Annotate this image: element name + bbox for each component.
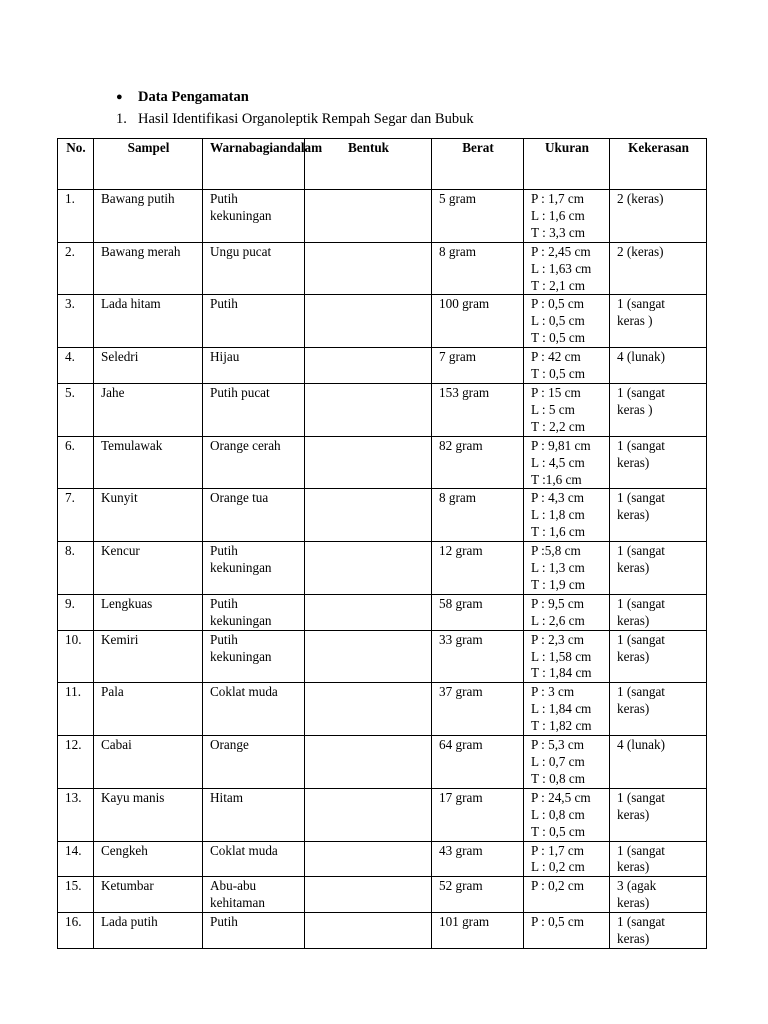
cell-warna bbox=[203, 383, 305, 436]
cell-ukuran bbox=[524, 348, 610, 384]
cell-line: Kayu manis bbox=[101, 789, 165, 805]
cell-kekerasan bbox=[610, 542, 707, 595]
header-warna bbox=[203, 139, 323, 190]
cell-line: Putih bbox=[210, 296, 238, 312]
cell-line: 153 gram bbox=[439, 384, 490, 400]
cell-line: keras) bbox=[617, 507, 650, 523]
cell-line: bagian bbox=[248, 140, 287, 155]
cell-bentuk bbox=[305, 190, 432, 243]
cell-sampel bbox=[94, 190, 203, 243]
cell-line: 1 (sangat bbox=[617, 595, 665, 611]
cell-no bbox=[58, 877, 94, 913]
cell-line: Abu-abu bbox=[210, 878, 257, 894]
cell-line: P : 0,5 cm bbox=[531, 296, 584, 312]
cell-line: dalam bbox=[286, 140, 323, 155]
cell-line: . bbox=[82, 140, 86, 155]
cell-line: Putih bbox=[210, 595, 238, 611]
cell-line: 10. bbox=[65, 631, 82, 647]
cell-no bbox=[58, 841, 94, 877]
cell-line: Orange cerah bbox=[210, 437, 281, 453]
cell-sampel bbox=[94, 736, 203, 789]
cell-warna bbox=[203, 630, 305, 683]
cell-line: keras) bbox=[617, 859, 650, 875]
cell-berat bbox=[432, 788, 524, 841]
cell-warna bbox=[203, 841, 305, 877]
cell-line: Putih bbox=[210, 191, 238, 206]
header-sampel bbox=[94, 139, 203, 190]
cell-kekerasan bbox=[610, 683, 707, 736]
cell-line: 2. bbox=[65, 243, 75, 259]
cell-ukuran bbox=[524, 877, 610, 913]
cell-line: keras ) bbox=[617, 401, 653, 417]
cell-bentuk bbox=[305, 436, 432, 489]
table-row bbox=[58, 489, 707, 542]
cell-line: Coklat muda bbox=[210, 684, 278, 700]
bullet-icon: ● bbox=[116, 91, 123, 103]
cell-no bbox=[58, 913, 94, 949]
cell-line: L : 1,6 cm bbox=[531, 207, 585, 223]
cell-line: L : 1,63 cm bbox=[531, 260, 592, 276]
cell-line: Lengkuas bbox=[101, 595, 153, 611]
cell-line: P : 15 cm bbox=[531, 384, 581, 400]
cell-kekerasan bbox=[610, 594, 707, 630]
cell-line: 1 (sangat bbox=[617, 842, 665, 858]
cell-line: 1 (sangat bbox=[617, 543, 665, 559]
cell-line: Ketumbar bbox=[101, 878, 154, 894]
cell-warna bbox=[203, 489, 305, 542]
cell-sampel bbox=[94, 489, 203, 542]
table-row bbox=[58, 436, 707, 489]
cell-line: kekuningan bbox=[210, 207, 272, 223]
table-row bbox=[58, 594, 707, 630]
table-row bbox=[58, 788, 707, 841]
cell-ukuran bbox=[524, 736, 610, 789]
cell-line: L : 5 cm bbox=[531, 401, 575, 417]
cell-kekerasan bbox=[610, 489, 707, 542]
cell-line: T : 1,9 cm bbox=[531, 576, 585, 592]
cell-warna bbox=[203, 594, 305, 630]
cell-sampel bbox=[94, 542, 203, 595]
header-bentuk bbox=[305, 139, 432, 190]
cell-kekerasan bbox=[610, 242, 707, 295]
cell-line: 100 gram bbox=[439, 296, 490, 312]
cell-line: T : 1,82 cm bbox=[531, 718, 592, 734]
cell-berat bbox=[432, 913, 524, 949]
cell-bentuk bbox=[305, 788, 432, 841]
cell-line: 1 (sangat bbox=[617, 437, 665, 453]
cell-bentuk bbox=[305, 913, 432, 949]
cell-no bbox=[58, 436, 94, 489]
cell-line: P : 24,5 cm bbox=[531, 789, 591, 805]
cell-warna bbox=[203, 788, 305, 841]
cell-line: Hijau bbox=[210, 349, 240, 365]
cell-line: 6. bbox=[65, 437, 75, 453]
cell-line: Orange bbox=[210, 737, 249, 753]
cell-line: keras) bbox=[617, 806, 650, 822]
cell-no bbox=[58, 383, 94, 436]
cell-line: keras) bbox=[617, 648, 650, 664]
cell-kekerasan bbox=[610, 913, 707, 949]
table-row bbox=[58, 913, 707, 949]
cell-line: 11. bbox=[65, 684, 81, 700]
cell-bentuk bbox=[305, 877, 432, 913]
cell-bentuk bbox=[305, 594, 432, 630]
cell-kekerasan bbox=[610, 788, 707, 841]
cell-bentuk bbox=[305, 542, 432, 595]
cell-line: 4 (lunak) bbox=[617, 737, 665, 753]
cell-ukuran bbox=[524, 295, 610, 348]
cell-berat bbox=[432, 295, 524, 348]
cell-line: Sampel bbox=[127, 140, 170, 155]
cell-line: 12. bbox=[65, 737, 82, 753]
observation-table bbox=[57, 138, 707, 949]
cell-ukuran bbox=[524, 542, 610, 595]
cell-line: 3. bbox=[65, 296, 75, 312]
cell-line: 64 gram bbox=[439, 737, 483, 753]
cell-line: 5. bbox=[65, 384, 75, 400]
cell-line: T : 3,3 cm bbox=[531, 224, 585, 240]
section-heading-text: Data Pengamatan bbox=[138, 89, 249, 105]
cell-ukuran bbox=[524, 630, 610, 683]
cell-line: L : 0,7 cm bbox=[531, 754, 585, 769]
cell-line: T : 1,84 cm bbox=[531, 665, 592, 681]
cell-line: T : 2,1 cm bbox=[531, 277, 585, 293]
cell-line: keras) bbox=[617, 454, 650, 470]
cell-line: L : 0,8 cm bbox=[531, 806, 585, 822]
cell-line: Cabai bbox=[101, 737, 132, 753]
cell-kekerasan bbox=[610, 436, 707, 489]
cell-bentuk bbox=[305, 348, 432, 384]
cell-warna bbox=[203, 913, 305, 949]
cell-line: kekuningan bbox=[210, 612, 272, 628]
cell-no bbox=[58, 542, 94, 595]
cell-line: Hitam bbox=[210, 789, 243, 805]
cell-line: 1 (sangat bbox=[617, 684, 665, 700]
cell-line: Coklat muda bbox=[210, 842, 278, 858]
cell-bentuk bbox=[305, 736, 432, 789]
cell-line: P : 2,45 cm bbox=[531, 243, 591, 259]
table-row bbox=[58, 630, 707, 683]
cell-sampel bbox=[94, 436, 203, 489]
cell-line: L : 1,84 cm bbox=[531, 701, 592, 717]
table-row bbox=[58, 190, 707, 243]
cell-line: 13. bbox=[65, 789, 82, 805]
cell-berat bbox=[432, 242, 524, 295]
cell-berat bbox=[432, 736, 524, 789]
cell-line: 37 gram bbox=[439, 684, 483, 700]
cell-no bbox=[58, 295, 94, 348]
cell-line: P : 9,81 cm bbox=[531, 437, 591, 453]
cell-line: 8. bbox=[65, 543, 75, 559]
cell-line: P : 0,5 cm bbox=[531, 914, 584, 930]
cell-kekerasan bbox=[610, 383, 707, 436]
cell-bentuk bbox=[305, 683, 432, 736]
cell-line: 8 gram bbox=[439, 490, 476, 506]
cell-warna bbox=[203, 736, 305, 789]
cell-berat bbox=[432, 348, 524, 384]
cell-line: No bbox=[66, 140, 83, 155]
cell-line: L : 1,8 cm bbox=[531, 507, 585, 523]
table-row bbox=[58, 877, 707, 913]
cell-ukuran bbox=[524, 436, 610, 489]
cell-warna bbox=[203, 242, 305, 295]
cell-line: L : 2,6 cm bbox=[531, 612, 585, 628]
table-caption bbox=[116, 110, 474, 128]
cell-sampel bbox=[94, 683, 203, 736]
cell-kekerasan bbox=[610, 630, 707, 683]
cell-ukuran bbox=[524, 383, 610, 436]
cell-line: Putih bbox=[210, 543, 238, 559]
cell-line: 58 gram bbox=[439, 595, 483, 611]
cell-line: L : 1,58 cm bbox=[531, 648, 592, 664]
cell-line: 2 (keras) bbox=[617, 243, 664, 259]
cell-sampel bbox=[94, 877, 203, 913]
cell-line: P : 42 cm bbox=[531, 349, 581, 365]
table-row bbox=[58, 242, 707, 295]
cell-berat bbox=[432, 877, 524, 913]
cell-line: 4 (lunak) bbox=[617, 349, 665, 365]
cell-line: 1. bbox=[65, 191, 75, 206]
cell-warna bbox=[203, 348, 305, 384]
table-row bbox=[58, 736, 707, 789]
cell-line: 1 (sangat bbox=[617, 631, 665, 647]
cell-berat bbox=[432, 436, 524, 489]
cell-line: P : 0,2 cm bbox=[531, 878, 584, 894]
table-row bbox=[58, 683, 707, 736]
table-row bbox=[58, 841, 707, 877]
cell-line: 16. bbox=[65, 914, 82, 930]
cell-line: 7. bbox=[65, 490, 75, 506]
cell-line: 1 (sangat bbox=[617, 789, 665, 805]
cell-berat bbox=[432, 630, 524, 683]
table-row bbox=[58, 348, 707, 384]
cell-berat bbox=[432, 190, 524, 243]
cell-line: P : 5,3 cm bbox=[531, 737, 584, 753]
cell-line: Cengkeh bbox=[101, 842, 148, 858]
cell-line: 7 gram bbox=[439, 349, 476, 365]
cell-kekerasan bbox=[610, 295, 707, 348]
cell-line: P : 2,3 cm bbox=[531, 631, 584, 647]
table-body bbox=[58, 190, 707, 949]
cell-line: 17 gram bbox=[439, 789, 483, 805]
caption-text: Hasil Identifikasi Organoleptik Rempah Segar dan Bubuk bbox=[138, 111, 474, 127]
cell-line: 3 (agak bbox=[617, 878, 657, 894]
cell-line: Bentuk bbox=[347, 140, 390, 155]
cell-sampel bbox=[94, 242, 203, 295]
cell-line: Warna bbox=[210, 140, 249, 155]
cell-line: 33 gram bbox=[439, 631, 483, 647]
cell-line: T :1,6 cm bbox=[531, 471, 582, 487]
cell-berat bbox=[432, 542, 524, 595]
cell-bentuk bbox=[305, 630, 432, 683]
table-row bbox=[58, 295, 707, 348]
cell-line: Kencur bbox=[101, 543, 140, 559]
cell-line: 5 gram bbox=[439, 191, 476, 206]
cell-line: Putih pucat bbox=[210, 384, 270, 400]
cell-line: Bawang putih bbox=[101, 191, 175, 206]
cell-line: Kemiri bbox=[101, 631, 139, 647]
cell-line: Putih bbox=[210, 914, 238, 930]
cell-line: kekuningan bbox=[210, 560, 272, 576]
header-no bbox=[58, 139, 94, 190]
cell-line: 1 (sangat bbox=[617, 914, 665, 930]
cell-line: Pala bbox=[101, 684, 124, 700]
cell-line: L : 0,2 cm bbox=[531, 859, 585, 875]
cell-ukuran bbox=[524, 913, 610, 949]
cell-ukuran bbox=[524, 841, 610, 877]
caption-number: 1. bbox=[116, 111, 127, 127]
cell-warna bbox=[203, 436, 305, 489]
table-header-row bbox=[58, 139, 707, 190]
cell-kekerasan bbox=[610, 736, 707, 789]
cell-line: 101 gram bbox=[439, 914, 490, 930]
cell-line: keras) bbox=[617, 701, 650, 717]
cell-sampel bbox=[94, 348, 203, 384]
cell-sampel bbox=[94, 295, 203, 348]
cell-kekerasan bbox=[610, 348, 707, 384]
cell-line: kehitaman bbox=[210, 895, 265, 911]
cell-ukuran bbox=[524, 489, 610, 542]
cell-line: T : 1,6 cm bbox=[531, 524, 585, 540]
cell-line: keras) bbox=[617, 560, 650, 576]
table-row bbox=[58, 542, 707, 595]
cell-line: L : 1,3 cm bbox=[531, 560, 585, 576]
cell-berat bbox=[432, 841, 524, 877]
cell-line: keras) bbox=[617, 612, 650, 628]
cell-no bbox=[58, 348, 94, 384]
cell-line: 9. bbox=[65, 595, 75, 611]
cell-ukuran bbox=[524, 242, 610, 295]
cell-warna bbox=[203, 190, 305, 243]
cell-kekerasan bbox=[610, 877, 707, 913]
cell-warna bbox=[203, 295, 305, 348]
cell-no bbox=[58, 489, 94, 542]
cell-berat bbox=[432, 594, 524, 630]
cell-line: 1 (sangat bbox=[617, 296, 665, 312]
cell-line: Seledri bbox=[101, 349, 139, 365]
cell-bentuk bbox=[305, 383, 432, 436]
cell-sampel bbox=[94, 630, 203, 683]
cell-no bbox=[58, 190, 94, 243]
cell-sampel bbox=[94, 841, 203, 877]
cell-line: Bawang merah bbox=[101, 243, 181, 259]
cell-line: T : 2,2 cm bbox=[531, 418, 585, 434]
cell-line: keras ) bbox=[617, 313, 653, 329]
cell-line: P : 1,7 cm bbox=[531, 191, 584, 206]
cell-sampel bbox=[94, 383, 203, 436]
header-kekerasan bbox=[610, 139, 707, 190]
cell-line: 1 (sangat bbox=[617, 490, 665, 506]
cell-line: Berat bbox=[462, 140, 494, 155]
cell-line: 4. bbox=[65, 349, 75, 365]
cell-warna bbox=[203, 877, 305, 913]
cell-bentuk bbox=[305, 841, 432, 877]
cell-no bbox=[58, 788, 94, 841]
cell-line: 14. bbox=[65, 842, 82, 858]
cell-ukuran bbox=[524, 788, 610, 841]
cell-line: kekuningan bbox=[210, 648, 272, 664]
cell-line: Lada hitam bbox=[101, 296, 161, 312]
cell-line: Lada putih bbox=[101, 914, 158, 930]
header-ukuran bbox=[524, 139, 610, 190]
cell-line: P : 4,3 cm bbox=[531, 490, 584, 506]
cell-no bbox=[58, 683, 94, 736]
cell-line: Ungu pucat bbox=[210, 243, 272, 259]
cell-bentuk bbox=[305, 489, 432, 542]
cell-line: Temulawak bbox=[101, 437, 163, 453]
cell-no bbox=[58, 242, 94, 295]
cell-line: 52 gram bbox=[439, 878, 483, 894]
cell-warna bbox=[203, 542, 305, 595]
cell-line: T : 0,5 cm bbox=[531, 823, 585, 839]
table-row bbox=[58, 383, 707, 436]
cell-sampel bbox=[94, 594, 203, 630]
cell-berat bbox=[432, 683, 524, 736]
cell-line: Kekerasan bbox=[628, 140, 689, 155]
cell-line: L : 0,5 cm bbox=[531, 313, 585, 329]
cell-line: 1 (sangat bbox=[617, 384, 665, 400]
cell-line: L : 4,5 cm bbox=[531, 454, 585, 470]
cell-sampel bbox=[94, 913, 203, 949]
cell-ukuran bbox=[524, 594, 610, 630]
cell-line: Kunyit bbox=[101, 490, 138, 506]
cell-bentuk bbox=[305, 242, 432, 295]
cell-bentuk bbox=[305, 295, 432, 348]
cell-no bbox=[58, 630, 94, 683]
section-heading bbox=[116, 88, 249, 106]
header-berat bbox=[432, 139, 524, 190]
cell-no bbox=[58, 736, 94, 789]
cell-line: T : 0,8 cm bbox=[531, 770, 585, 786]
cell-line: 8 gram bbox=[439, 243, 476, 259]
cell-line: T : 0,5 cm bbox=[531, 330, 585, 346]
cell-ukuran bbox=[524, 683, 610, 736]
cell-line: 2 (keras) bbox=[617, 191, 664, 206]
cell-line: keras) bbox=[617, 931, 650, 947]
cell-sampel bbox=[94, 788, 203, 841]
cell-line: keras) bbox=[617, 895, 650, 911]
cell-kekerasan bbox=[610, 841, 707, 877]
cell-berat bbox=[432, 489, 524, 542]
cell-line: 43 gram bbox=[439, 842, 483, 858]
cell-line: P : 9,5 cm bbox=[531, 595, 584, 611]
cell-line: Orange tua bbox=[210, 490, 269, 506]
cell-line: T : 0,5 cm bbox=[531, 366, 585, 382]
cell-kekerasan bbox=[610, 190, 707, 243]
cell-line: Jahe bbox=[101, 384, 125, 400]
cell-line: 15. bbox=[65, 878, 82, 894]
cell-line: 12 gram bbox=[439, 543, 483, 559]
cell-line: Ukuran bbox=[545, 140, 589, 155]
cell-line: P :5,8 cm bbox=[531, 543, 581, 559]
cell-line: Putih bbox=[210, 631, 238, 647]
cell-no bbox=[58, 594, 94, 630]
cell-ukuran bbox=[524, 190, 610, 243]
cell-berat bbox=[432, 383, 524, 436]
cell-warna bbox=[203, 683, 305, 736]
cell-line: P : 3 cm bbox=[531, 684, 575, 700]
cell-line: P : 1,7 cm bbox=[531, 842, 584, 858]
cell-line: 82 gram bbox=[439, 437, 483, 453]
